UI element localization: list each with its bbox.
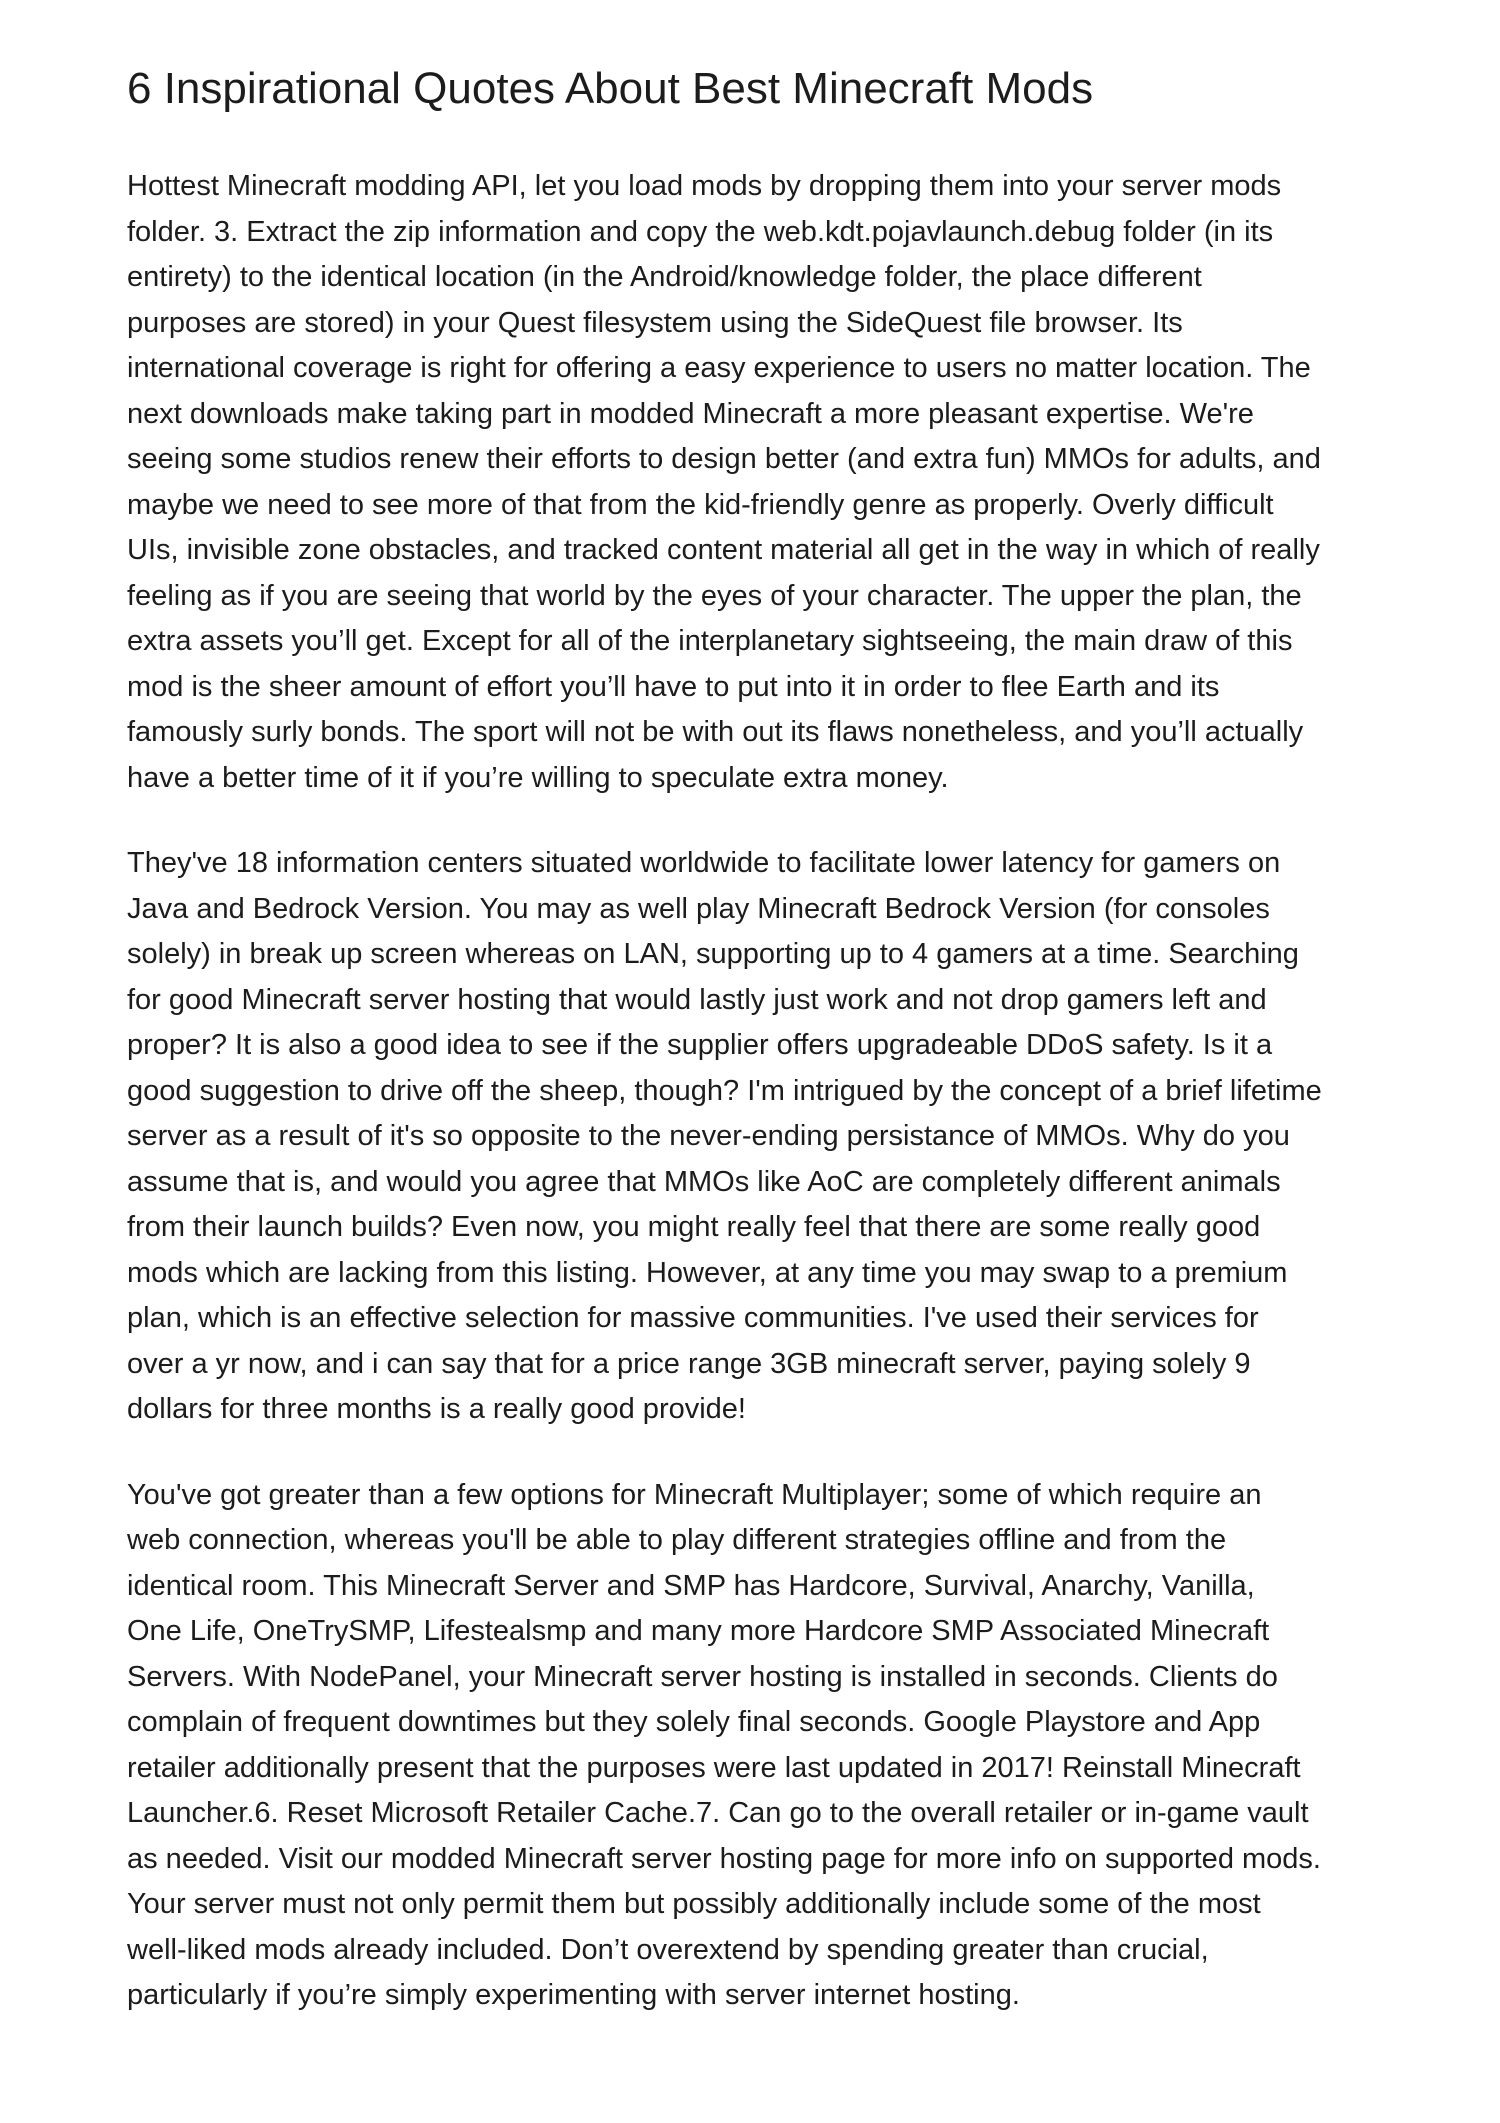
text-line: dollars for three months is a really good provide! xyxy=(127,1393,746,1425)
text-line: from their launch builds? Even now, you might really feel that there are some really good xyxy=(127,1211,1261,1243)
text-line: Your server must not only permit them but possibly additionally include some of the most xyxy=(127,1888,1261,1920)
text-line: next downloads make taking part in modded Minecraft a more pleasant expertise. We're xyxy=(127,397,1254,430)
text-line: One Life, OneTrySMP, Lifestealsmp and many more Hardcore SMP Associated Minecraft xyxy=(127,1615,1270,1647)
text-line: plan, which is an effective selection for massive communities. I've used their services for xyxy=(127,1302,1259,1334)
paragraph-1 xyxy=(127,164,1427,801)
page-title: 6 Inspirational Quotes About Best Minecraft Mods xyxy=(127,64,1094,113)
text-line: retailer additionally present that the purposes were last updated in 2017! Reinstall Minecraft xyxy=(127,1751,1301,1784)
text-line: have a better time of it if you’re willing to speculate extra money. xyxy=(127,761,949,794)
text-line: as needed. Visit our modded Minecraft server hosting page for more info on supported mods. xyxy=(127,1842,1321,1875)
text-line: solely) in break up screen whereas on LAN, supporting up to 4 gamers at a time. Searching xyxy=(127,938,1299,970)
text-line: Servers. With NodePanel, your Minecraft server hosting is installed in seconds. Clients do xyxy=(127,1660,1278,1693)
text-line: for good Minecraft server hosting that would lastly just work and not drop gamers left and xyxy=(127,983,1267,1016)
paragraph-3 xyxy=(127,1473,1427,2019)
text-line: identical room. This Minecraft Server and SMP has Hardcore, Survival, Anarchy, Vanilla, xyxy=(127,1569,1255,1602)
text-line: server as a result of it's so opposite to the never-ending persistance of MMOs. Why do you xyxy=(127,1120,1290,1152)
text-line: seeing some studios renew their efforts to design better (and extra fun) MMOs for adults, and xyxy=(127,443,1321,475)
text-line: mod is the sheer amount of effort you’ll have to put into it in order to flee Earth and its xyxy=(127,670,1220,703)
text-line: purposes are stored) in your Quest filesystem using the SideQuest file browser. Its xyxy=(127,306,1183,339)
text-line: feeling as if you are seeing that world by the eyes of your character. The upper the plan, the xyxy=(127,579,1302,612)
text-line: famously surly bonds. The sport will not be with out its flaws nonetheless, and you’ll actually xyxy=(127,716,1304,748)
text-line: Hottest Minecraft modding API, let you load mods by dropping them into your server mods xyxy=(127,170,1282,202)
text-line: They've 18 information centers situated worldwide to facilitate lower latency for gamers on xyxy=(127,847,1281,879)
text-line: assume that is, and would you agree that MMOs like AoC are completely different animals xyxy=(127,1165,1281,1198)
text-line: mods which are lacking from this listing. However, at any time you may swap to a premium xyxy=(127,1256,1288,1289)
text-line: web connection, whereas you'll be able to play different strategies offline and from the xyxy=(127,1524,1227,1556)
text-line: UIs, invisible zone obstacles, and tracked content material all get in the way in which of really xyxy=(127,534,1320,566)
text-line: folder. 3. Extract the zip information and copy the web.kdt.pojavlaunch.debug folder (in its xyxy=(127,215,1274,248)
text-line: good suggestion to drive off the sheep, though? I'm intrigued by the concept of a brief lifetime xyxy=(127,1074,1322,1107)
text-line: complain of frequent downtimes but they solely final seconds. Google Playstore and App xyxy=(127,1706,1261,1738)
paragraph-2 xyxy=(127,841,1427,1433)
text-line: international coverage is right for offering a easy experience to users no matter location. The xyxy=(127,352,1311,384)
text-line: proper? It is also a good idea to see if the supplier offers upgradeable DDoS safety. Is it a xyxy=(127,1029,1273,1061)
text-line: Launcher.6. Reset Microsoft Retailer Cache.7. Can go to the overall retailer or in-game vault xyxy=(127,1797,1309,1829)
text-line: entirety) to the identical location (in the Android/knowledge folder, the place different xyxy=(127,261,1202,293)
text-line: well-liked mods already included. Don’t overextend by spending greater than crucial, xyxy=(127,1933,1209,1966)
text-line: maybe we need to see more of that from the kid-friendly genre as properly. Overly difficult xyxy=(127,488,1274,521)
article-body xyxy=(127,164,1427,2059)
text-line: over a yr now, and i can say that for a price range 3GB minecraft server, paying solely 9 xyxy=(127,1347,1251,1380)
text-line: extra assets you’ll get. Except for all of the interplanetary sightseeing, the main draw of this xyxy=(127,625,1293,657)
text-line: Java and Bedrock Version. You may as well play Minecraft Bedrock Version (for consoles xyxy=(127,892,1270,925)
text-line: particularly if you’re simply experimenting with server internet hosting. xyxy=(127,1979,1020,2011)
text-line: You've got greater than a few options for Minecraft Multiplayer; some of which require an xyxy=(127,1478,1262,1511)
